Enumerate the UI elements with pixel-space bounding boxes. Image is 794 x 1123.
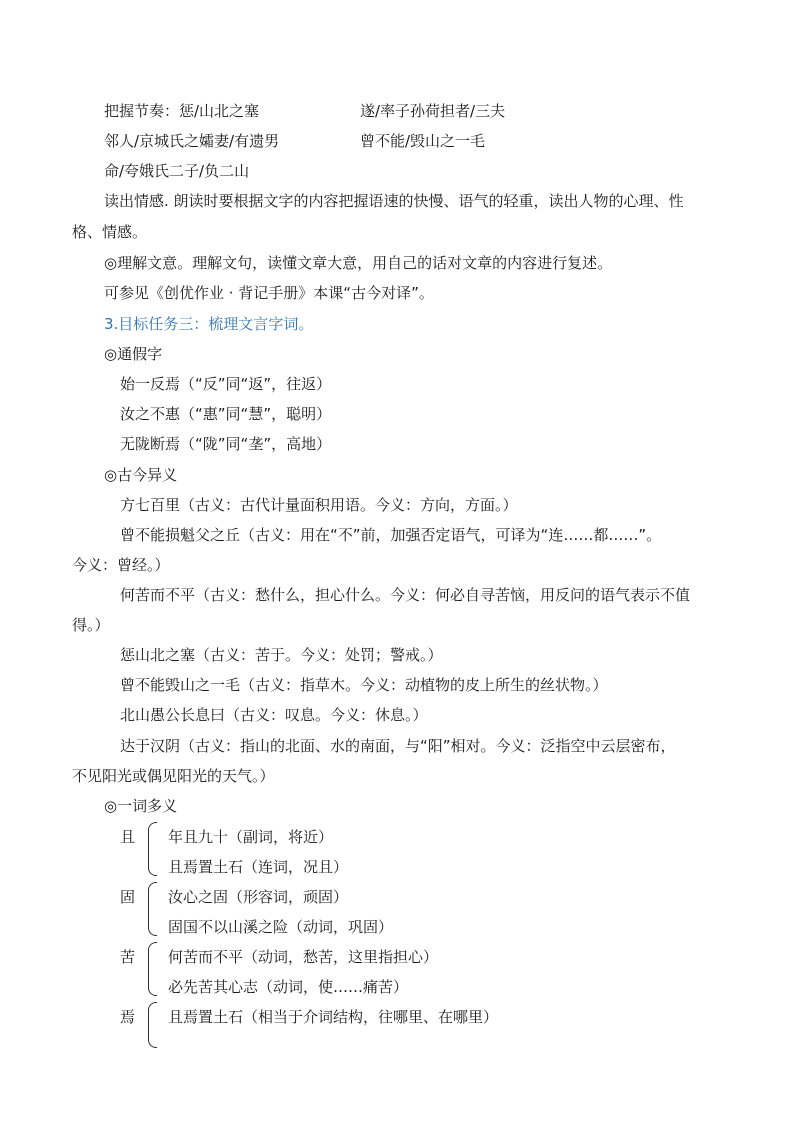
tongjia-heading: ◎通假字 <box>104 345 163 363</box>
duoyi-meaning: 且焉置土石（相当于介词结构，往哪里、在哪里） <box>168 1008 499 1026</box>
meaning-line-1: ◎理解文意。理解文句，读懂文章大意，用自己的话对文章的内容进行复述。 <box>104 254 613 272</box>
rhythm-line-2a: 邻人/京城氏之孀妻/有遗男 <box>104 132 280 150</box>
duoyi-char-yan: 焉 <box>120 1008 136 1026</box>
gujin-item-cont: 得。） <box>72 616 110 634</box>
duoyi-meaning: 必先苦其心志（动词，使……痛苦） <box>168 978 409 996</box>
emotion-line-1: 读出情感. 朗读时要根据文字的内容把握语速的快慢、语气的轻重，读出人物的心理、性 <box>104 192 684 210</box>
duoyi-meaning: 年且九十（副词，将近） <box>168 828 334 846</box>
rhythm-line-3a: 命/夸娥氏二子/负二山 <box>104 162 250 180</box>
meaning-line-2: 可参见《创优作业 · 背记手册》本课“古今对译”。 <box>104 284 434 302</box>
duoyi-meaning: 固国不以山溪之险（动词，巩固） <box>168 918 394 936</box>
gujin-item: 何苦而不平（古义：愁什么，担心什么。今义：何必自寻苦恼，用反问的语气表示不值 <box>120 586 691 604</box>
gujin-item-cont: 今义：曾经。） <box>72 556 170 574</box>
emotion-line-2: 格、情感。 <box>72 223 148 241</box>
brace-yan <box>148 1002 157 1048</box>
brace-ku <box>148 942 157 996</box>
gujin-item: 达于汉阴（古义：指山的北面、水的南面，与“阳”相对。今义：泛指空中云层密布， <box>120 737 676 755</box>
gujin-item: 方七百里（古义：古代计量面积用语。今义：方向，方面。） <box>120 496 518 514</box>
rhythm-line-2b: 曾不能/毁山之一毛 <box>360 132 486 150</box>
rhythm-line-1a: 把握节奏：惩/山北之塞 <box>104 102 260 120</box>
rhythm-line-1b: 遂/率子孙荷担者/三夫 <box>360 102 506 120</box>
brace-gu <box>148 882 157 936</box>
tongjia-item: 无陇断焉（“陇”同“垄”，高地） <box>120 435 332 453</box>
duoyi-char-gu: 固 <box>120 888 136 906</box>
gujin-heading: ◎古今异义 <box>104 466 178 484</box>
task-heading: 3.目标任务三：梳理文言字词。 <box>104 315 314 333</box>
gujin-item: 曾不能毁山之一毛（古义：指草木。今义：动植物的皮上所生的丝状物。） <box>120 676 608 694</box>
duoyi-meaning: 汝心之固（形容词，顽固） <box>168 888 349 906</box>
duoyi-char-qie: 且 <box>120 828 136 846</box>
duoyi-heading: ◎一词多义 <box>104 797 178 815</box>
tongjia-item: 汝之不惠（“惠”同“慧”，聪明） <box>120 405 332 423</box>
tongjia-item: 始一反焉（“反”同“返”，往返） <box>120 375 332 393</box>
duoyi-char-ku: 苦 <box>120 948 136 966</box>
gujin-item: 北山愚公长息曰（古义：叹息。今义：休息。） <box>120 706 428 724</box>
gujin-item: 曾不能损魁父之丘（古义：用在“不”前，加强否定语气，可译为“连……都……”。 <box>120 526 662 544</box>
gujin-item-cont: 不见阳光或偶见阳光的天气。） <box>72 767 275 785</box>
gujin-item: 惩山北之塞（古义：苦于。今义：处罚；警戒。） <box>120 646 443 664</box>
duoyi-meaning: 且焉置土石（连词，况且） <box>168 858 349 876</box>
brace-qie <box>148 822 157 876</box>
duoyi-meaning: 何苦而不平（动词，愁苦，这里指担心） <box>168 948 439 966</box>
